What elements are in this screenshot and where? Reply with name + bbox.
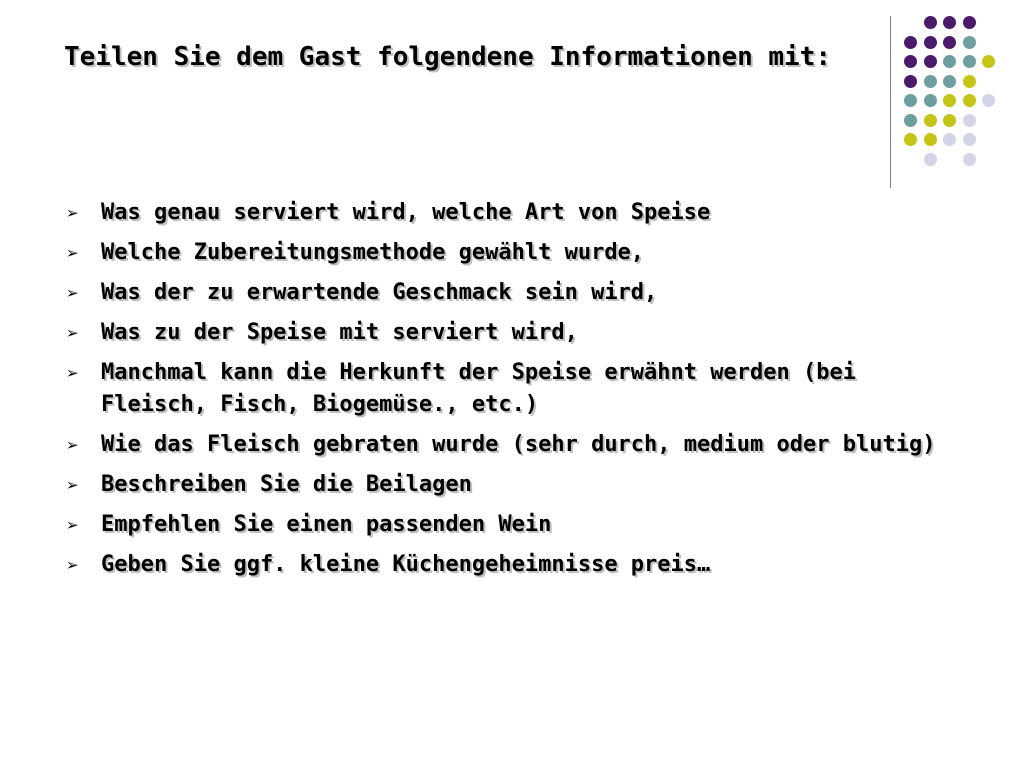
decorative-dot	[904, 94, 917, 107]
decorative-dot	[982, 94, 995, 107]
decorative-dot	[943, 16, 956, 29]
decorative-dot	[963, 75, 976, 88]
arrowhead-bullet-icon: ➢	[66, 284, 79, 302]
decorative-dot	[963, 153, 976, 166]
arrowhead-bullet-icon: ➢	[66, 244, 79, 262]
bullet-item	[66, 549, 966, 581]
arrowhead-bullet-icon: ➢	[66, 476, 79, 494]
decorative-dot	[963, 133, 976, 146]
decorative-dot	[943, 75, 956, 88]
decorative-dot	[943, 36, 956, 49]
arrowhead-bullet-icon: ➢	[66, 516, 79, 534]
slide-title: Teilen Sie dem Gast folgendene Informationen mit:	[64, 42, 832, 72]
bullet-text: Was genau serviert wird, welche Art von Speise	[101, 200, 711, 225]
bullet-text: Welche Zubereitungsmethode gewählt wurde,	[101, 240, 645, 265]
decorative-dot	[943, 133, 956, 146]
arrowhead-bullet-icon: ➢	[66, 324, 79, 342]
decorative-dot	[943, 55, 956, 68]
bullet-item	[66, 357, 966, 421]
decorative-dot	[963, 55, 976, 68]
bullet-text: Empfehlen Sie einen passenden Wein	[101, 512, 552, 537]
decorative-dot	[963, 16, 976, 29]
decorative-dot	[904, 133, 917, 146]
decorative-dot	[924, 75, 937, 88]
bullet-item	[66, 469, 966, 501]
bullet-text: Was der zu erwartende Geschmack sein wird,	[101, 280, 658, 305]
decorative-dot	[963, 114, 976, 127]
decorative-dot	[943, 94, 956, 107]
decorative-dot	[904, 75, 917, 88]
decorative-dot	[963, 94, 976, 107]
bullet-item	[66, 277, 966, 309]
bullet-text: Was zu der Speise mit serviert wird,	[101, 320, 578, 345]
arrowhead-bullet-icon: ➢	[66, 204, 79, 222]
decorative-dot	[924, 114, 937, 127]
bullet-item	[66, 429, 966, 461]
decorative-dot	[924, 153, 937, 166]
decorative-dot	[924, 36, 937, 49]
arrowhead-bullet-icon: ➢	[66, 436, 79, 454]
decorative-dot	[943, 114, 956, 127]
bullet-item	[66, 197, 966, 229]
bullet-item	[66, 509, 966, 541]
bullet-item	[66, 237, 966, 269]
bullet-text: Wie das Fleisch gebraten wurde (sehr durch, medium oder blutig)	[101, 432, 936, 457]
decorative-dot	[924, 55, 937, 68]
bullet-list	[66, 197, 966, 589]
decorative-dot	[924, 133, 937, 146]
arrowhead-bullet-icon: ➢	[66, 556, 79, 574]
decorative-dot	[904, 114, 917, 127]
decorative-dot	[924, 94, 937, 107]
decorative-dot	[904, 36, 917, 49]
decorative-dot	[963, 36, 976, 49]
bullet-text: Beschreiben Sie die Beilagen	[101, 472, 472, 497]
decorative-dot	[982, 55, 995, 68]
decorative-dot	[904, 55, 917, 68]
bullet-item	[66, 317, 966, 349]
bullet-text: Manchmal kann die Herkunft der Speise erwähnt werden (bei Fleisch, Fisch, Biogemüse., etc.)	[101, 360, 856, 417]
bullet-text: Geben Sie ggf. kleine Küchengeheimnisse preis…	[101, 552, 711, 577]
arrowhead-bullet-icon: ➢	[66, 364, 79, 382]
decorative-dot-grid	[0, 0, 1024, 200]
decorative-dot	[924, 16, 937, 29]
